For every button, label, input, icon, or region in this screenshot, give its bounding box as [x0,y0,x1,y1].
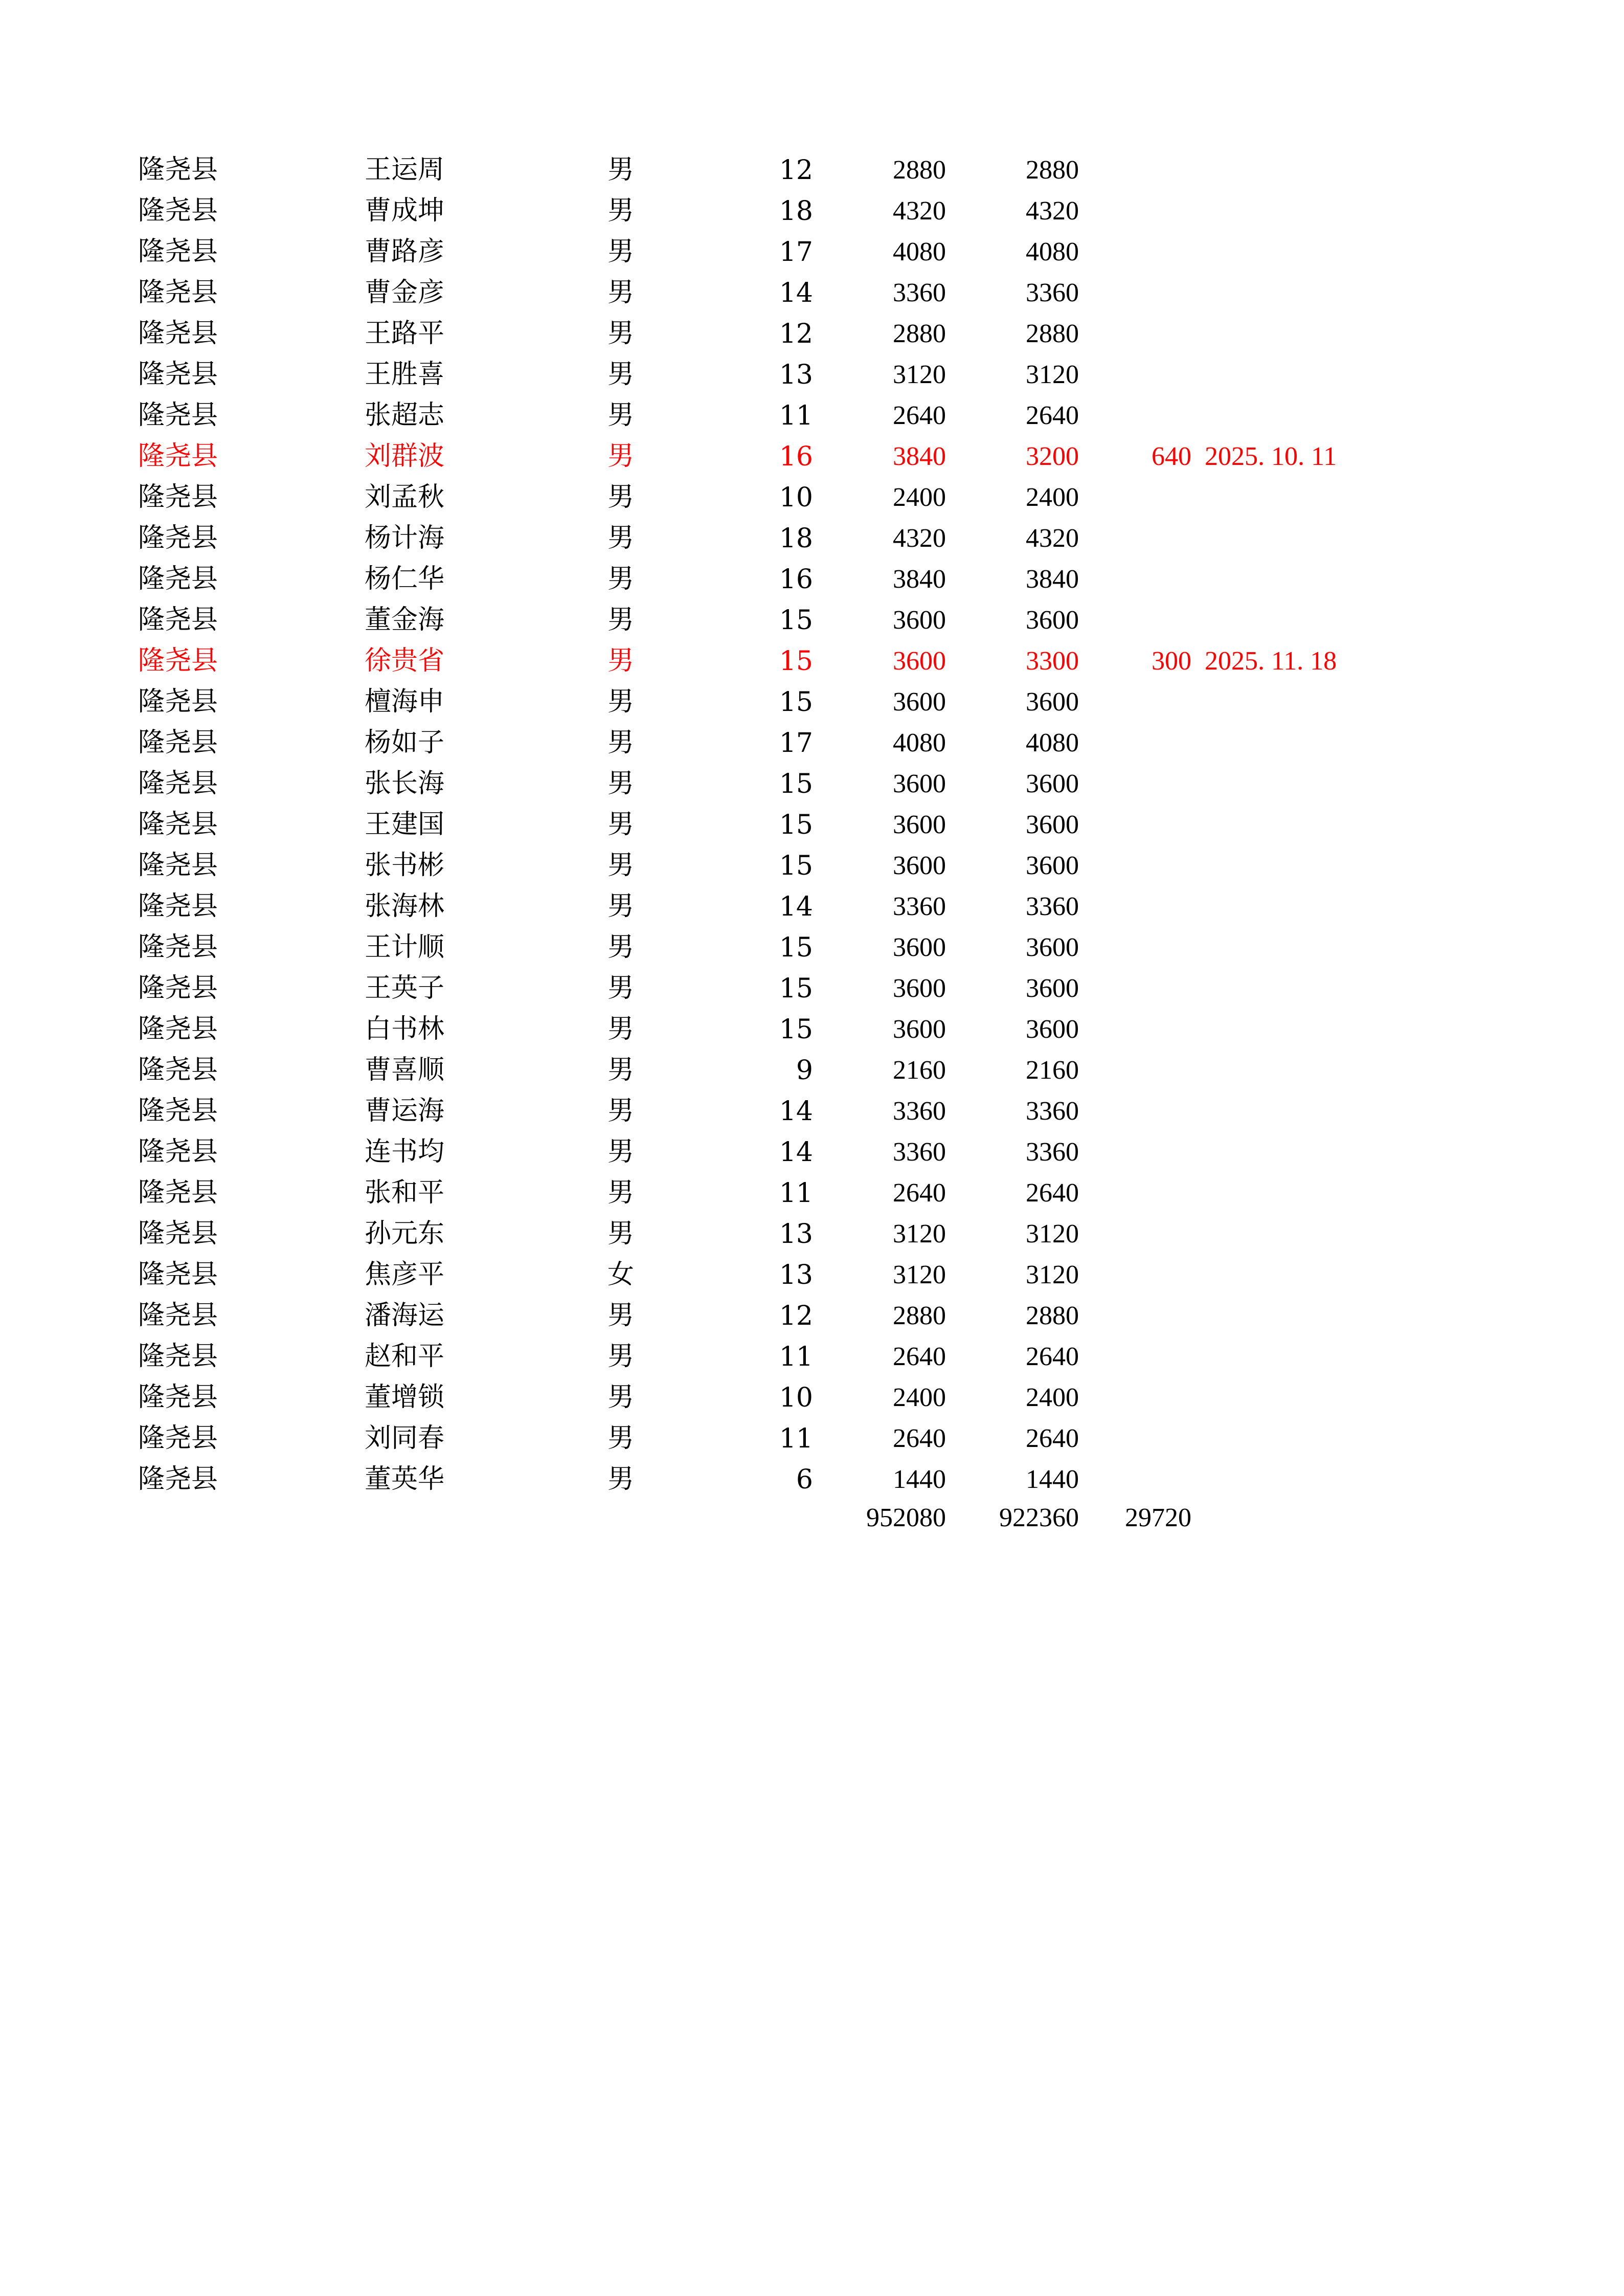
table-row [0,150,1624,191]
cell-amount2: 3840 [1026,565,1079,594]
cell-amount1: 3840 [893,565,946,594]
cell-gender: 男 [607,647,635,676]
table-row [0,273,1624,314]
cell-county: 隆尧县 [138,360,218,389]
table-row [0,968,1624,1009]
cell-count: 15 [779,687,813,718]
cell-county: 隆尧县 [138,1383,218,1412]
table-row [0,354,1624,395]
cell-amount1: 4320 [893,524,946,553]
cell-name: 董金海 [365,606,445,635]
cell-county: 隆尧县 [138,1260,218,1289]
cell-count: 12 [779,319,813,349]
table-row [0,559,1624,600]
cell-county: 隆尧县 [138,237,218,266]
cell-gender: 男 [607,1342,635,1371]
cell-date: 2025. 11. 18 [1205,647,1337,676]
cell-gender: 男 [607,1424,635,1453]
cell-amount2: 2400 [1026,1383,1079,1412]
table-row [0,764,1624,805]
cell-county: 隆尧县 [138,606,218,635]
cell-gender: 男 [607,524,635,553]
cell-county: 隆尧县 [138,974,218,1003]
cell-county: 隆尧县 [138,1097,218,1126]
table-row [0,1336,1624,1377]
cell-amount2: 4320 [1026,196,1079,226]
cell-amount1: 2880 [893,1301,946,1330]
cell-gender: 男 [607,606,635,635]
cell-name: 檀海申 [365,687,445,717]
cell-count: 10 [779,482,813,513]
cell-amount2: 3600 [1026,810,1079,839]
cell-count: 11 [779,1342,813,1372]
cell-gender: 男 [607,933,635,962]
cell-name: 徐贵省 [365,647,445,676]
cell-gender: 男 [607,1138,635,1167]
table-row [0,1418,1624,1459]
cell-amount1: 3600 [893,769,946,798]
cell-name: 王胜喜 [365,360,445,389]
cell-count: 15 [779,851,813,881]
cell-amount2: 3600 [1026,851,1079,880]
cell-count: 15 [779,646,813,677]
table-row [0,314,1624,354]
cell-gender: 男 [607,769,635,798]
cell-name: 刘同春 [365,1424,445,1453]
cell-name: 王英子 [365,974,445,1003]
cell-amount1: 3600 [893,851,946,880]
cell-amount2: 2640 [1026,1178,1079,1208]
cell-amount2: 2640 [1026,401,1079,430]
cell-diff: 300 [1152,647,1191,676]
cell-count: 14 [779,1096,813,1127]
cell-county: 隆尧县 [138,524,218,553]
table-row [0,1459,1624,1500]
cell-count: 15 [779,769,813,799]
cell-amount1: 3120 [893,360,946,389]
cell-name: 张超志 [365,401,445,430]
cell-count: 14 [779,278,813,308]
cell-name: 张海林 [365,892,445,921]
cell-count: 12 [779,1301,813,1331]
table-row [0,927,1624,968]
cell-amount1: 2640 [893,1424,946,1453]
cell-count: 13 [779,1219,813,1250]
cell-amount1: 3360 [893,892,946,921]
cell-count: 14 [779,1137,813,1168]
cell-county: 隆尧县 [138,278,218,307]
cell-name: 曹运海 [365,1097,445,1126]
cell-amount1: 3600 [893,810,946,839]
cell-amount2: 3600 [1026,606,1079,635]
cell-amount1: 3120 [893,1219,946,1249]
cell-name: 张书彬 [365,851,445,880]
cell-county: 隆尧县 [138,892,218,921]
table-row [0,1091,1624,1132]
table-row [0,1214,1624,1255]
cell-name: 焦彦平 [365,1260,445,1289]
cell-count: 11 [779,1423,813,1454]
cell-county: 隆尧县 [138,155,218,185]
cell-gender: 男 [607,401,635,430]
cell-amount2: 3600 [1026,933,1079,962]
cell-amount2: 2640 [1026,1424,1079,1453]
cell-amount2: 3120 [1026,1219,1079,1249]
cell-amount2: 2880 [1026,155,1079,185]
cell-count: 6 [796,1464,813,1495]
cell-amount1: 3360 [893,278,946,307]
cell-count: 17 [779,237,813,268]
cell-county: 隆尧县 [138,442,218,471]
cell-amount1: 2400 [893,1383,946,1412]
cell-name: 曹喜顺 [365,1056,445,1085]
cell-date: 2025. 10. 11 [1205,442,1337,471]
cell-county: 隆尧县 [138,1178,218,1208]
cell-gender: 男 [607,1178,635,1208]
cell-name: 董英华 [365,1465,445,1494]
cell-county: 隆尧县 [138,769,218,798]
cell-amount1: 2640 [893,1342,946,1371]
cell-count: 15 [779,810,813,840]
cell-county: 隆尧县 [138,851,218,880]
cell-name: 连书均 [365,1138,445,1167]
cell-amount2: 3600 [1026,1015,1079,1044]
cell-county: 隆尧县 [138,1342,218,1371]
cell-name: 杨如子 [365,728,445,757]
cell-county: 隆尧县 [138,1015,218,1044]
table-row [0,1009,1624,1050]
cell-amount1: 3600 [893,974,946,1003]
cell-count: 16 [779,441,813,472]
cell-gender: 男 [607,360,635,389]
cell-amount1: 3360 [893,1097,946,1126]
total-diff: 29720 [1125,1503,1191,1532]
cell-gender: 男 [607,974,635,1003]
cell-amount2: 3200 [1026,442,1079,471]
table-row [0,191,1624,232]
cell-amount2: 3360 [1026,278,1079,307]
cell-county: 隆尧县 [138,196,218,226]
cell-county: 隆尧县 [138,1056,218,1085]
cell-gender: 男 [607,1056,635,1085]
table-row [0,641,1624,682]
cell-count: 11 [779,400,813,431]
table-row [0,1377,1624,1418]
cell-amount2: 4080 [1026,237,1079,266]
cell-name: 董增锁 [365,1383,445,1412]
table-row [0,436,1624,477]
cell-name: 孙元东 [365,1219,445,1249]
table-row [0,600,1624,641]
table-row [0,232,1624,273]
table-row [0,682,1624,723]
cell-name: 刘群波 [365,442,445,471]
cell-gender: 男 [607,851,635,880]
cell-gender: 男 [607,1219,635,1249]
cell-amount1: 2640 [893,401,946,430]
total-amount2: 922360 [999,1503,1079,1532]
table-row [0,805,1624,845]
cell-name: 潘海运 [365,1301,445,1330]
table-row [0,1296,1624,1336]
cell-name: 张长海 [365,769,445,798]
cell-county: 隆尧县 [138,401,218,430]
table-row [0,395,1624,436]
cell-amount2: 4080 [1026,728,1079,757]
cell-county: 隆尧县 [138,319,218,348]
cell-gender: 男 [607,1301,635,1330]
table-row [0,1050,1624,1091]
cell-gender: 男 [607,1015,635,1044]
cell-amount1: 3600 [893,1015,946,1044]
cell-amount2: 3120 [1026,360,1079,389]
cell-amount2: 2400 [1026,483,1079,512]
cell-amount1: 4320 [893,196,946,226]
cell-county: 隆尧县 [138,483,218,512]
cell-amount2: 3600 [1026,974,1079,1003]
cell-count: 17 [779,728,813,759]
table-row [0,723,1624,764]
cell-count: 9 [796,1055,813,1086]
cell-gender: 男 [607,810,635,839]
total-amount1: 952080 [866,1503,946,1532]
cell-gender: 男 [607,155,635,185]
cell-name: 白书林 [365,1015,445,1044]
cell-amount1: 2640 [893,1178,946,1208]
cell-count: 10 [779,1383,813,1413]
cell-count: 12 [779,155,813,186]
cell-amount2: 2160 [1026,1056,1079,1085]
cell-gender: 男 [607,1097,635,1126]
cell-amount2: 3120 [1026,1260,1079,1289]
cell-count: 18 [779,523,813,554]
cell-amount1: 2880 [893,319,946,348]
cell-name: 王运周 [365,155,445,185]
cell-amount1: 2400 [893,483,946,512]
cell-county: 隆尧县 [138,1465,218,1494]
cell-amount2: 2640 [1026,1342,1079,1371]
cell-amount1: 3120 [893,1260,946,1289]
cell-name: 曹路彦 [365,237,445,266]
cell-amount1: 2160 [893,1056,946,1085]
table-row [0,1132,1624,1173]
cell-county: 隆尧县 [138,565,218,594]
cell-amount1: 3600 [893,933,946,962]
cell-county: 隆尧县 [138,687,218,717]
cell-amount1: 3360 [893,1138,946,1167]
cell-county: 隆尧县 [138,933,218,962]
cell-name: 王建国 [365,810,445,839]
cell-gender: 男 [607,196,635,226]
cell-county: 隆尧县 [138,810,218,839]
totals-row [0,1498,1624,1539]
cell-count: 15 [779,932,813,963]
cell-amount2: 3360 [1026,1097,1079,1126]
cell-amount2: 2880 [1026,1301,1079,1330]
cell-gender: 男 [607,1465,635,1494]
cell-amount2: 3300 [1026,647,1079,676]
cell-county: 隆尧县 [138,1301,218,1330]
cell-count: 13 [779,1260,813,1290]
cell-gender: 女 [607,1260,635,1289]
cell-amount2: 1440 [1026,1465,1079,1494]
cell-count: 15 [779,605,813,636]
cell-county: 隆尧县 [138,1138,218,1167]
cell-amount2: 4320 [1026,524,1079,553]
cell-amount2: 3600 [1026,687,1079,717]
cell-gender: 男 [607,565,635,594]
cell-name: 赵和平 [365,1342,445,1371]
cell-amount1: 1440 [893,1465,946,1494]
table-row [0,1255,1624,1296]
table-row [0,518,1624,559]
cell-county: 隆尧县 [138,1424,218,1453]
cell-name: 曹成坤 [365,196,445,226]
cell-county: 隆尧县 [138,728,218,757]
cell-amount1: 3600 [893,647,946,676]
cell-amount1: 3600 [893,687,946,717]
cell-name: 王路平 [365,319,445,348]
cell-amount2: 3360 [1026,1138,1079,1167]
cell-gender: 男 [607,892,635,921]
cell-amount2: 3600 [1026,769,1079,798]
cell-gender: 男 [607,442,635,471]
cell-amount1: 4080 [893,728,946,757]
cell-amount1: 2880 [893,155,946,185]
cell-count: 13 [779,360,813,390]
cell-count: 16 [779,564,813,595]
cell-gender: 男 [607,1383,635,1412]
table-row [0,477,1624,518]
cell-count: 11 [779,1178,813,1209]
cell-gender: 男 [607,237,635,266]
cell-count: 18 [779,196,813,227]
cell-gender: 男 [607,319,635,348]
cell-gender: 男 [607,483,635,512]
cell-amount1: 4080 [893,237,946,266]
table-row [0,845,1624,886]
cell-name: 杨仁华 [365,565,445,594]
cell-amount1: 3840 [893,442,946,471]
cell-diff: 640 [1152,442,1191,471]
cell-amount1: 3600 [893,606,946,635]
table-row [0,1173,1624,1214]
cell-name: 王计顺 [365,933,445,962]
cell-name: 刘孟秋 [365,483,445,512]
cell-county: 隆尧县 [138,647,218,676]
cell-amount2: 2880 [1026,319,1079,348]
table-row [0,886,1624,927]
cell-count: 15 [779,1014,813,1045]
cell-name: 张和平 [365,1178,445,1208]
cell-county: 隆尧县 [138,1219,218,1249]
cell-count: 14 [779,891,813,922]
cell-name: 曹金彦 [365,278,445,307]
cell-count: 15 [779,973,813,1004]
cell-gender: 男 [607,278,635,307]
cell-gender: 男 [607,687,635,717]
cell-amount2: 3360 [1026,892,1079,921]
cell-gender: 男 [607,728,635,757]
cell-name: 杨计海 [365,524,445,553]
